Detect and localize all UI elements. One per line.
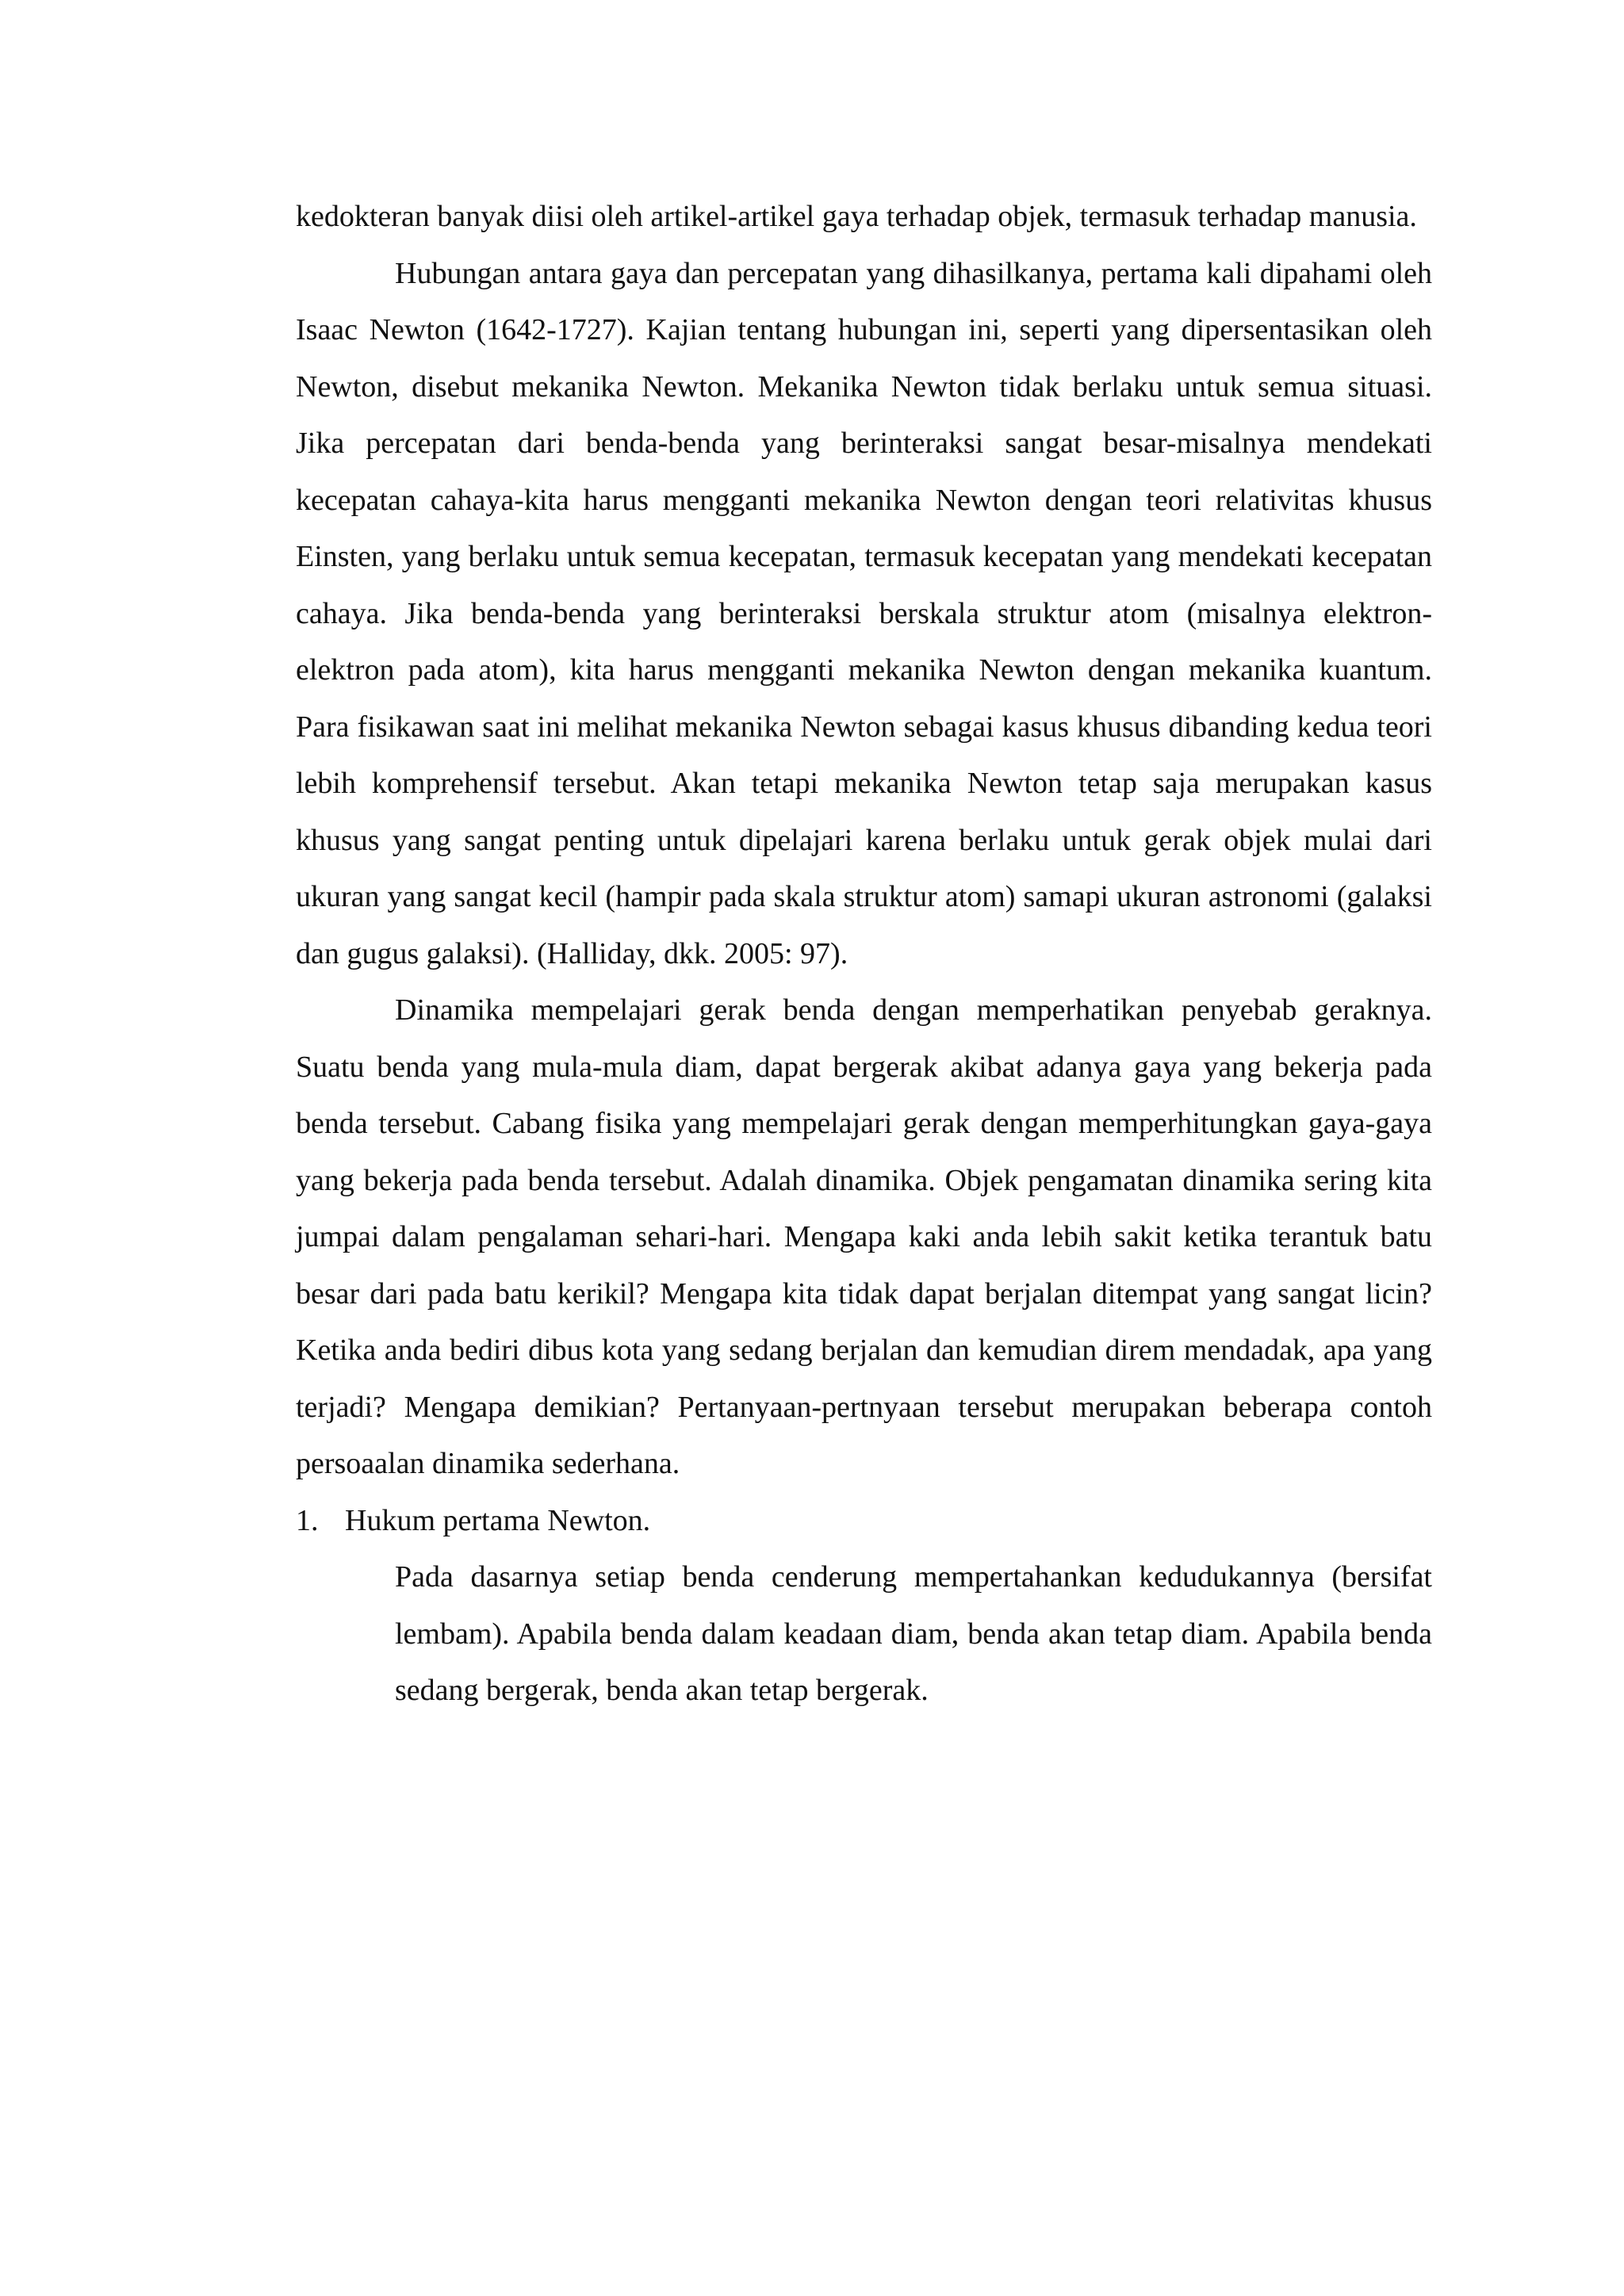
list-item-heading (296, 1493, 1432, 1550)
paragraph-newton-mechanics: Hubungan antara gaya dan percepatan yang dihasilkanya, pertama kali dipahami oleh Isaac Newton (1642-1727). Kajian tentang hubungan ini, seperti yang dipersentasikan oleh Newton, disebut mekanika Newton. Mekanika Newton tidak berlaku untuk semua situasi. Jika percepatan dari benda-benda yang berinteraksi sangat besar-misalnya mendekati kecepatan cahaya-kita harus mengganti mekanika Newton dengan teori relativitas khusus Einsten, yang berlaku untuk semua kecepatan, termasuk kecepatan yang mendekati kecepatan cahaya. Jika benda-benda yang berinteraksi berskala struktur atom (misalnya elektron-elektron pada atom), kita harus mengganti mekanika Newton dengan mekanika kuantum. Para fisikawan saat ini melihat mekanika Newton sebagai kasus khusus dibanding kedua teori lebih komprehensif tersebut. Akan tetapi mekanika Newton tetap saja merupakan kasus khusus yang sangat penting untuk dipelajari karena berlaku untuk gerak objek mulai dari ukuran yang sangat kecil (hampir pada skala struktur atom) samapi ukuran astronomi (galaksi dan gugus galaksi). (Halliday, dkk. 2005: 97). (296, 256, 1432, 970)
paragraph-continuation: kedokteran banyak diisi oleh artikel-artikel gaya terhadap objek, termasuk terhadap manusia. (296, 200, 1417, 233)
list-item-body: Pada dasarnya setiap benda cenderung mempertahankan kedudukannya (bersifat lembam). Apabila benda dalam keadaan diam, benda akan tetap diam. Apabila benda sedang bergerak, benda akan tetap bergerak. (395, 1560, 1432, 1707)
page-content (296, 189, 1432, 1720)
paragraph-dynamics: Dinamika mempelajari gerak benda dengan memperhatikan penyebab geraknya. Suatu benda yang mula-mula diam, dapat bergerak akibat adanya gaya yang bekerja pada benda tersebut. Cabang fisika yang mempelajari gerak dengan memperhitungkan gaya-gaya yang bekerja pada benda tersebut. Adalah dinamika. Objek pengamatan dinamika sering kita jumpai dalam pengalaman sehari-hari. Mengapa kaki anda lebih sakit ketika terantuk batu besar dari pada batu kerikil? Mengapa kita tidak dapat berjalan ditempat yang sangat licin? Ketika anda bediri dibus kota yang sedang berjalan dan kemudian direm mendadak, apa yang terjadi? Mengapa demikian? Pertanyaan-pertnyaan tersebut merupakan beberapa contoh persoaalan dinamika sederhana. (296, 993, 1432, 1480)
list-heading-text: Hukum pertama Newton. (345, 1503, 651, 1537)
list-number: 1. (296, 1503, 319, 1537)
